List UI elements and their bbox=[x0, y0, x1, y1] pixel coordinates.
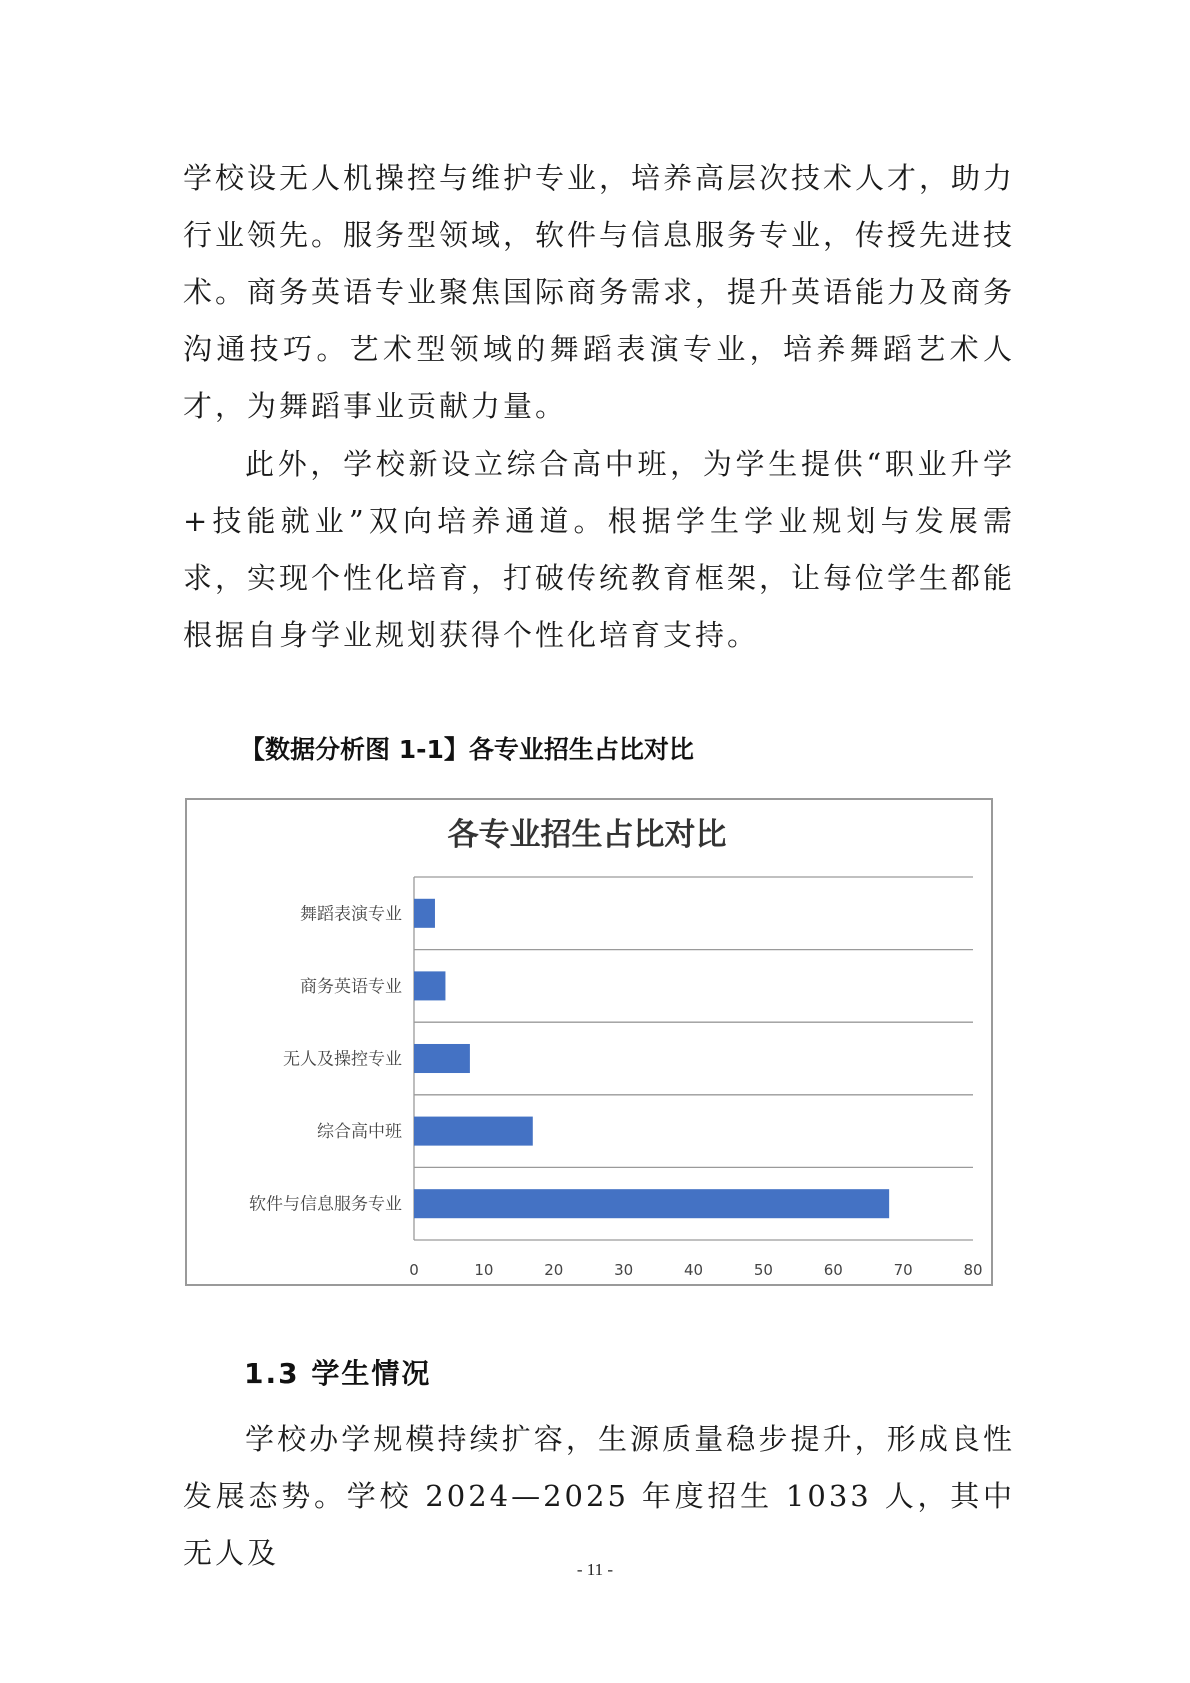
x-tick-label: 50 bbox=[753, 1261, 773, 1279]
body-paragraph-3: 学校办学规模持续扩容，生源质量稳步提升，形成良性发展态势。学校 2024—2025 年度招生 1033 人，其中无人及 bbox=[183, 1422, 1015, 1570]
x-tick-label: 10 bbox=[474, 1261, 494, 1279]
figure-caption: 【数据分析图 1-1】各专业招生占比对比 bbox=[240, 735, 694, 764]
category-label: 商务英语专业 bbox=[300, 976, 402, 997]
chart-canvas bbox=[187, 800, 991, 1284]
bar bbox=[414, 1117, 533, 1146]
x-tick-label: 30 bbox=[614, 1261, 634, 1279]
section-heading: 1.3 学生情况 bbox=[244, 1357, 432, 1390]
x-tick-label: 40 bbox=[683, 1261, 704, 1279]
body-paragraph-2: 此外，学校新设立综合高中班，为学生提供“职业升学+技能就业”双向培养通道。根据学生学业规划与发展需求，实现个性化培育，打破传统教育框架，让每位学生都能根据自身学业规划获得个性化培育支持。 bbox=[183, 447, 1016, 652]
body-paragraph-1: 学校设无人机操控与维护专业，培养高层次技术人才，助力行业领先。服务型领域，软件与信息服务专业，传授先进技术。商务英语专业聚焦国际商务需求，提升英语能力及商务沟通技巧。艺术型领域的舞蹈表演专业，培养舞蹈艺术人才，为舞蹈事业贡献力量。 bbox=[183, 161, 1016, 423]
category-label: 软件与信息服务专业 bbox=[249, 1194, 402, 1215]
bar-chart bbox=[185, 798, 993, 1286]
bar bbox=[414, 1189, 889, 1218]
x-tick-label: 20 bbox=[544, 1261, 564, 1279]
x-tick-label: 0 bbox=[409, 1261, 419, 1279]
category-label: 无人及操控专业 bbox=[283, 1049, 402, 1070]
bar bbox=[414, 971, 445, 1000]
x-tick-label: 80 bbox=[963, 1261, 983, 1279]
category-label: 舞蹈表演专业 bbox=[300, 904, 402, 925]
bar bbox=[414, 1044, 470, 1073]
x-tick-label: 60 bbox=[823, 1261, 843, 1279]
page-number: - 11 - bbox=[576, 1560, 614, 1579]
bar bbox=[414, 899, 435, 928]
category-label: 综合高中班 bbox=[317, 1122, 402, 1143]
chart-title: 各专业招生占比对比 bbox=[447, 817, 727, 853]
x-tick-label: 70 bbox=[893, 1261, 913, 1279]
